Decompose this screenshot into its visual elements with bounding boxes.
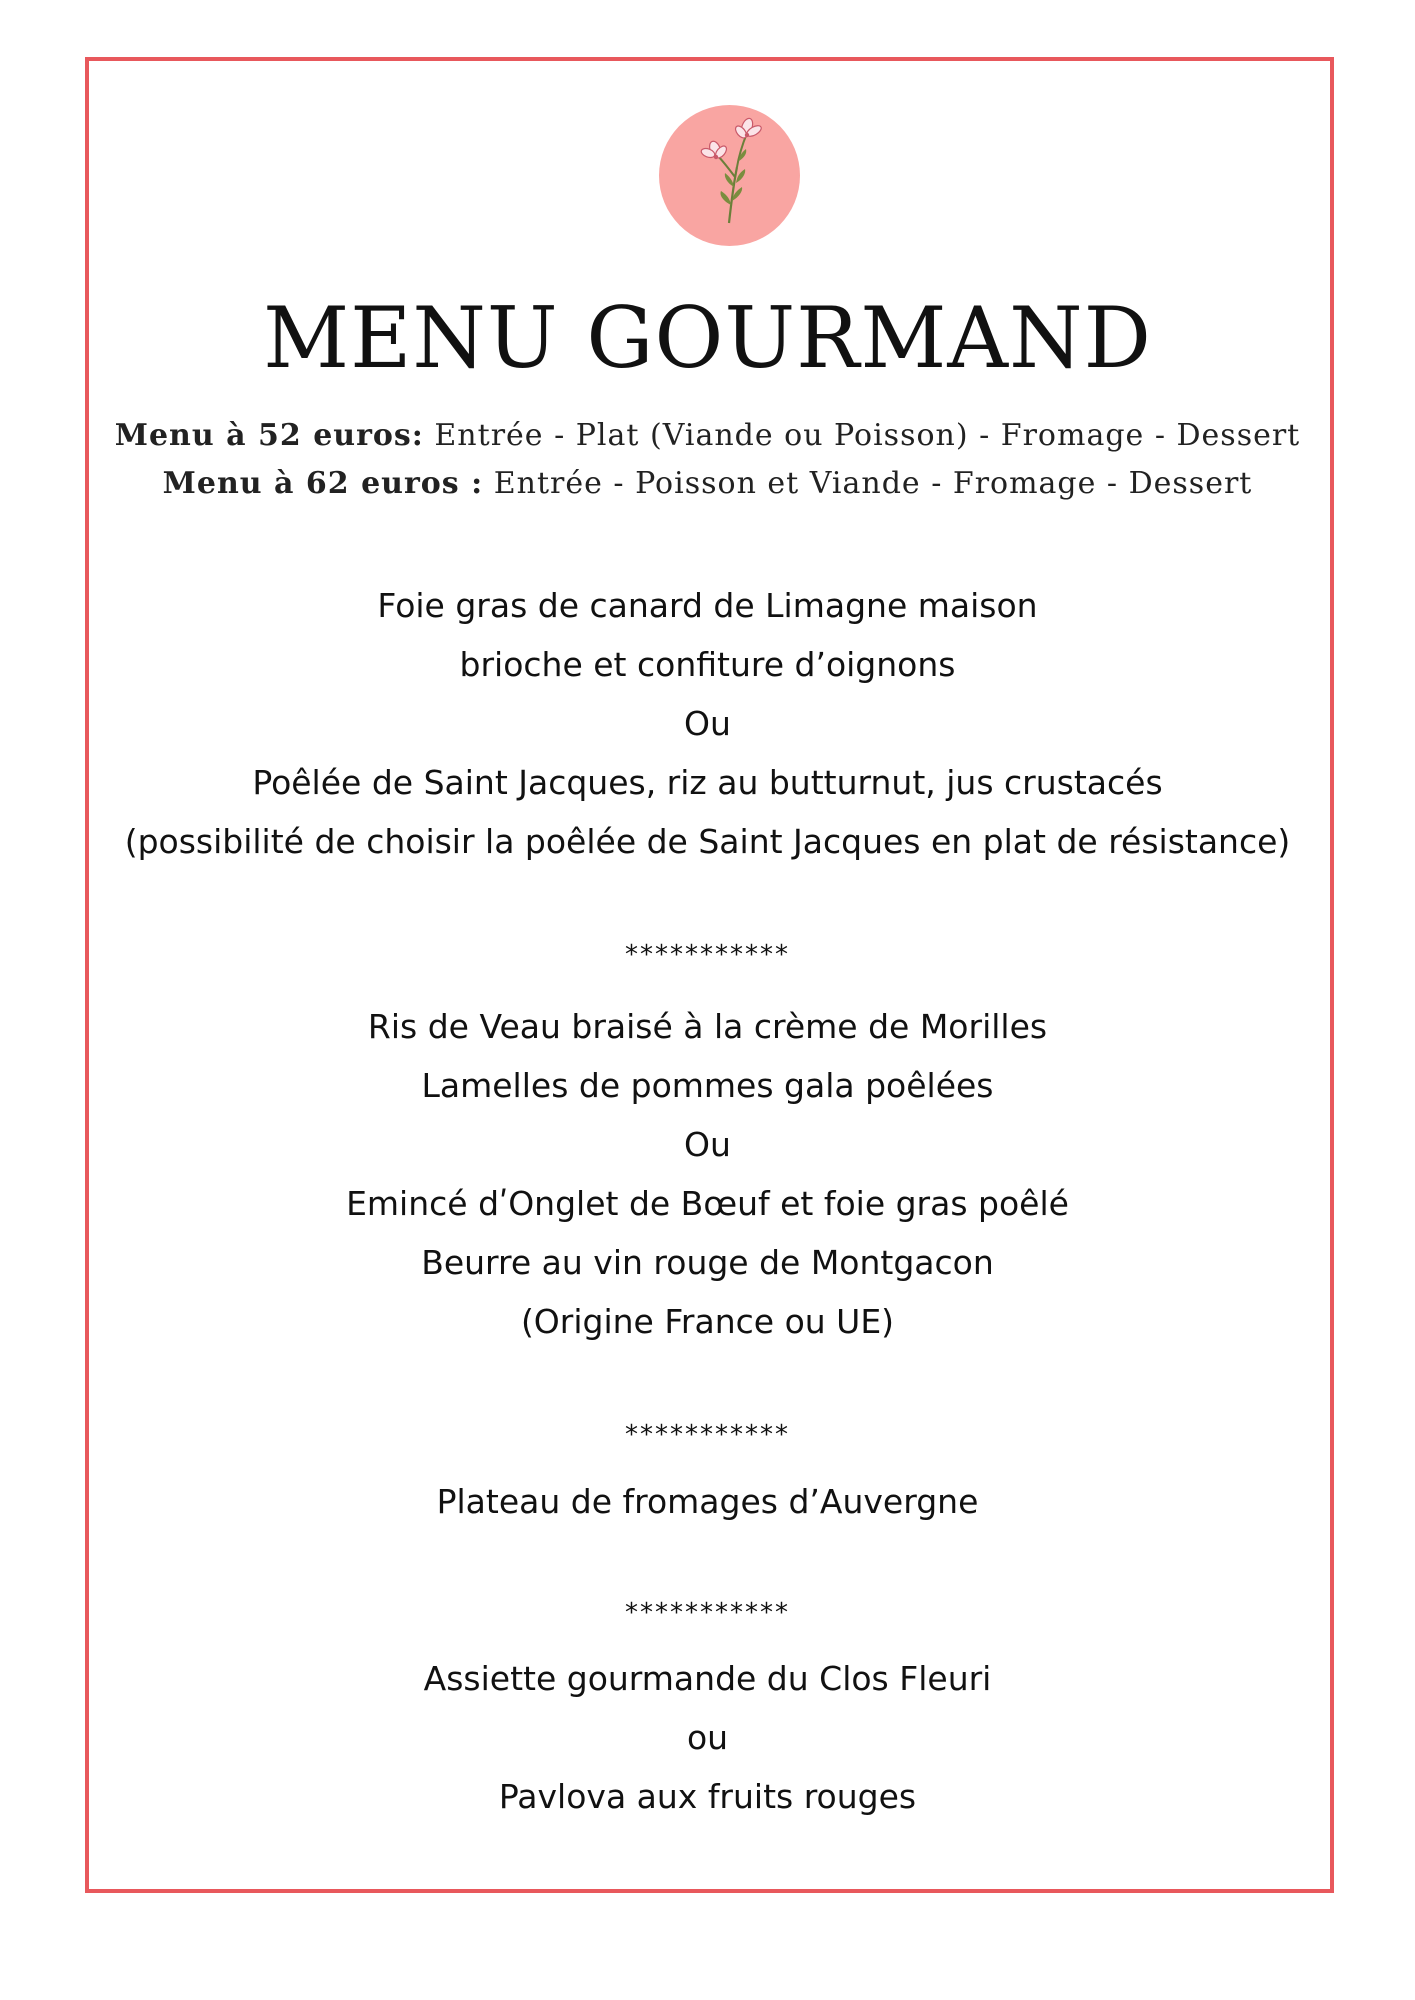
- price-description: Entrée - Plat (Viande ou Poisson) - Fromage - Dessert: [423, 418, 1301, 453]
- dessert-or: ou: [686, 1718, 729, 1757]
- entree-line-4: (possibilité de choisir la poêlée de Saint Jacques en plat de résistance): [124, 822, 1291, 861]
- logo-circle: [659, 105, 800, 246]
- dessert-line-2: Pavlova aux fruits rouges: [498, 1777, 917, 1816]
- fromage-line-1: Plateau de fromages d’Auvergne: [436, 1482, 979, 1521]
- plat-line-2: Lamelles de pommes gala poêlées: [421, 1066, 994, 1105]
- plat-line-5: (Origine France ou UE): [520, 1302, 895, 1341]
- price-description: Entrée - Poisson et Viande - Fromage - Dessert: [483, 466, 1253, 501]
- plat-or: Ou: [684, 1125, 731, 1164]
- plat-line-1: Ris de Veau braisé à la crème de Morilles: [367, 1007, 1048, 1046]
- price-option-62: [0, 460, 1415, 508]
- entree-line-1: Foie gras de canard de Limagne maison: [377, 586, 1038, 625]
- dessert-line-1: Assiette gourmande du Clos Fleuri: [423, 1659, 992, 1698]
- menu-title: MENU GOURMAND: [263, 289, 1152, 387]
- separator-stars: ***********: [625, 1420, 790, 1450]
- separator-stars: ***********: [625, 940, 790, 970]
- plat-line-4: Beurre au vin rouge de Montgacon: [421, 1243, 994, 1282]
- plat-line-3: Emincé dʹOnglet de Bœuf et foie gras poêlé: [346, 1184, 1069, 1223]
- entree-or: Ou: [684, 704, 731, 743]
- flower-sprig-icon: [659, 105, 800, 246]
- separator-stars: ***********: [625, 1598, 790, 1628]
- price-label: Menu à 62 euros :: [162, 466, 484, 501]
- price-label: Menu à 52 euros:: [114, 418, 424, 453]
- entree-line-2: brioche et confiture d’oignons: [459, 645, 956, 684]
- entree-line-3: Poêlée de Saint Jacques, riz au butturnut, jus crustacés: [252, 763, 1163, 802]
- price-option-52: [0, 412, 1415, 460]
